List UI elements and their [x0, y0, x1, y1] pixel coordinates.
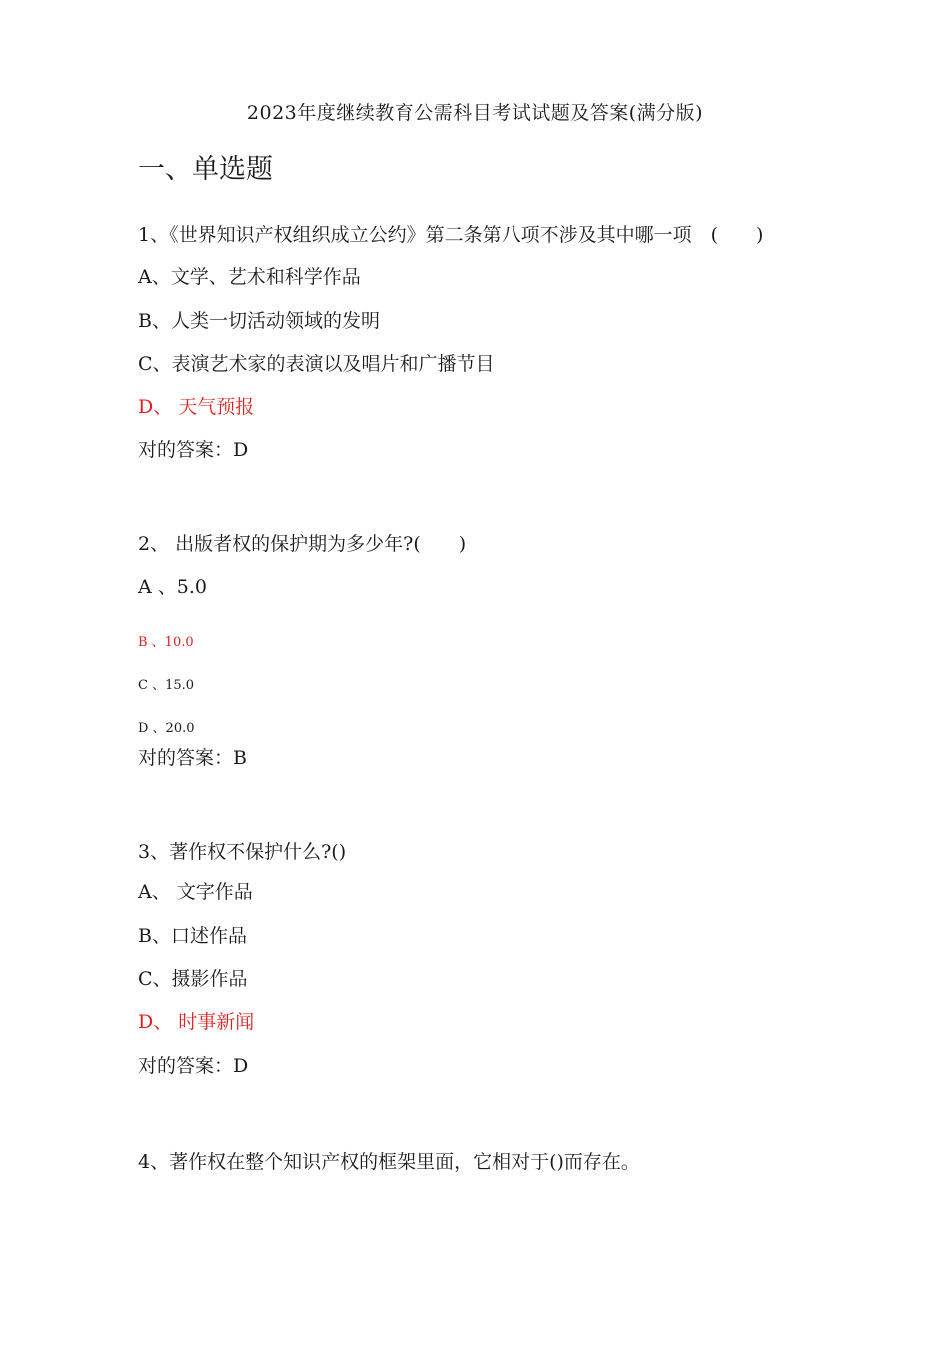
question-3-text: 3、著作权不保护什么?()	[138, 841, 347, 863]
question-2-option-b-correct: B 、10.0	[138, 635, 194, 650]
document-title: 2023年度继续教育公需科目考试试题及答案(满分版)	[246, 102, 704, 124]
question-1-answer: 对的答案：D	[138, 439, 249, 461]
question-1-option-b: B、人类一切活动领域的发明	[138, 310, 380, 332]
question-3-option-b: B、口述作品	[138, 925, 247, 947]
question-3-option-d-correct: D、 时事新闻	[138, 1011, 255, 1033]
question-2-answer: 对的答案：B	[138, 747, 247, 769]
question-4-text: 4、著作权在整个知识产权的框架里面，它相对于()而存在。	[138, 1151, 640, 1173]
question-2-option-c: C 、15.0	[138, 678, 195, 693]
question-2-option-a: A 、5.0	[138, 576, 207, 598]
question-1-option-d-correct: D、 天气预报	[138, 396, 255, 418]
question-3-answer: 对的答案：D	[138, 1055, 249, 1077]
section-title: 一、单选题	[138, 154, 273, 185]
question-2-text: 2、 出版者权的保护期为多少年?( )	[138, 533, 467, 555]
question-2-option-d: D 、20.0	[138, 721, 195, 736]
question-1-option-c: C、表演艺术家的表演以及唱片和广播节目	[138, 353, 495, 375]
question-1-text: 1、《世界知识产权组织成立公约》第二条第八项不涉及其中哪一项 ( )	[138, 224, 764, 246]
question-3-option-a: A、 文字作品	[138, 881, 253, 903]
question-3-option-c: C、摄影作品	[138, 968, 248, 990]
question-1-option-a: A、文学、艺术和科学作品	[138, 266, 361, 288]
